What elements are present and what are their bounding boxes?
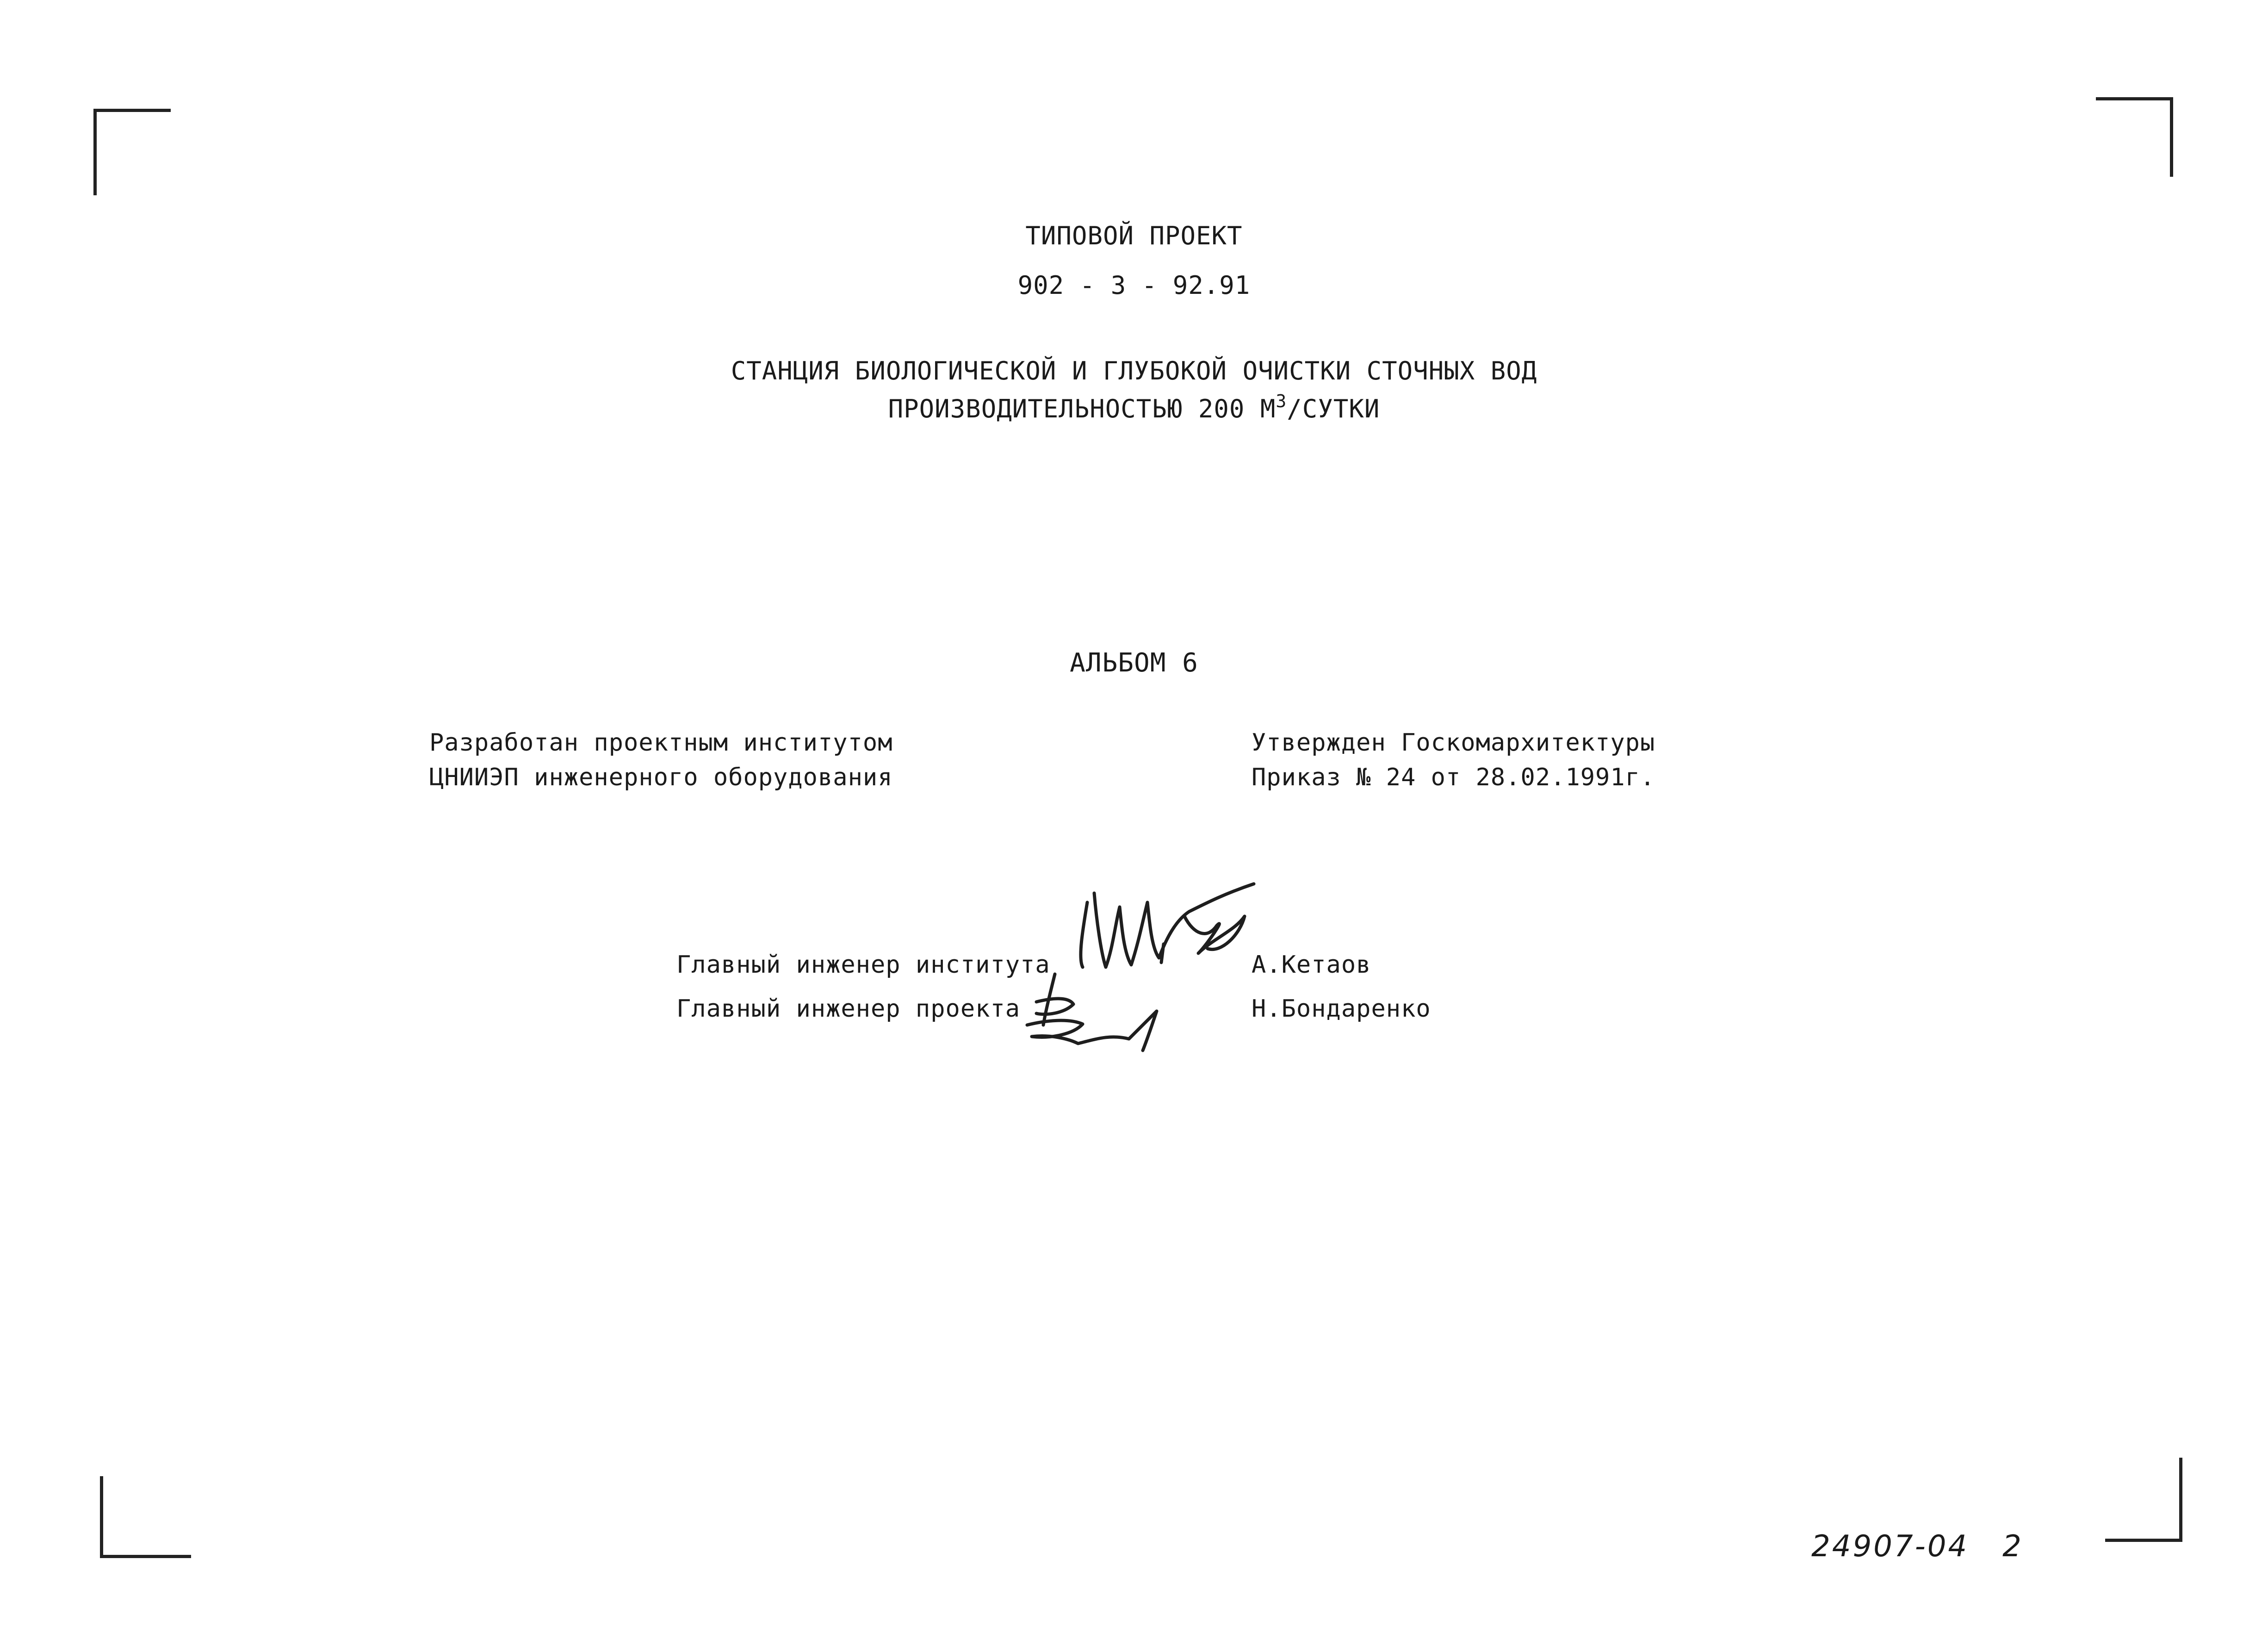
album-label: АЛЬБОМ 6 (1070, 648, 1198, 678)
crop-mark-top-left (93, 109, 171, 195)
page-number: 2 (2002, 1529, 2023, 1564)
approval-line-2: Приказ № 24 от 28.02.1991г. (1252, 764, 1655, 791)
signatory-name: Н.Бондаренко (1252, 995, 1431, 1023)
project-title-line-1: СТАНЦИЯ БИОЛОГИЧЕСКОЙ И ГЛУБОКОЙ ОЧИСТКИ СТОЧНЫХ ВОД (731, 356, 1537, 385)
crop-mark-bottom-left (100, 1476, 191, 1558)
developer-line-1: Разработан проектным институтом (429, 729, 893, 757)
document-code: 902 - 3 - 92.91 (1017, 271, 1251, 300)
project-title-line-2 (0, 391, 2268, 423)
signatory-role: Главный инженер проекта (676, 995, 1021, 1023)
developer-line-2: ЦНИИЭП инженерного оборудования (429, 764, 893, 791)
crop-mark-top-right (2096, 97, 2173, 177)
signatory-name: А.Кетаов (1252, 951, 1371, 979)
title-unit-text: /СУТКИ (1287, 394, 1380, 423)
signature-chief-engineer-project (1018, 969, 1171, 1057)
title-capacity-text: ПРОИЗВОДИТЕЛЬНОСТЬЮ 200 М (888, 394, 1276, 423)
approval-line-1: Утвержден Госкомархитектуры (1252, 729, 1655, 757)
inventory-number: 24907-04 (1811, 1529, 1969, 1564)
footer-stamp (1811, 1529, 2023, 1564)
crop-mark-bottom-right (2105, 1458, 2182, 1542)
title-superscript: 3 (1276, 391, 1287, 411)
document-type: ТИПОВОЙ ПРОЕКТ (1025, 221, 1243, 250)
signatory-role: Главный инженер института (676, 951, 1050, 979)
